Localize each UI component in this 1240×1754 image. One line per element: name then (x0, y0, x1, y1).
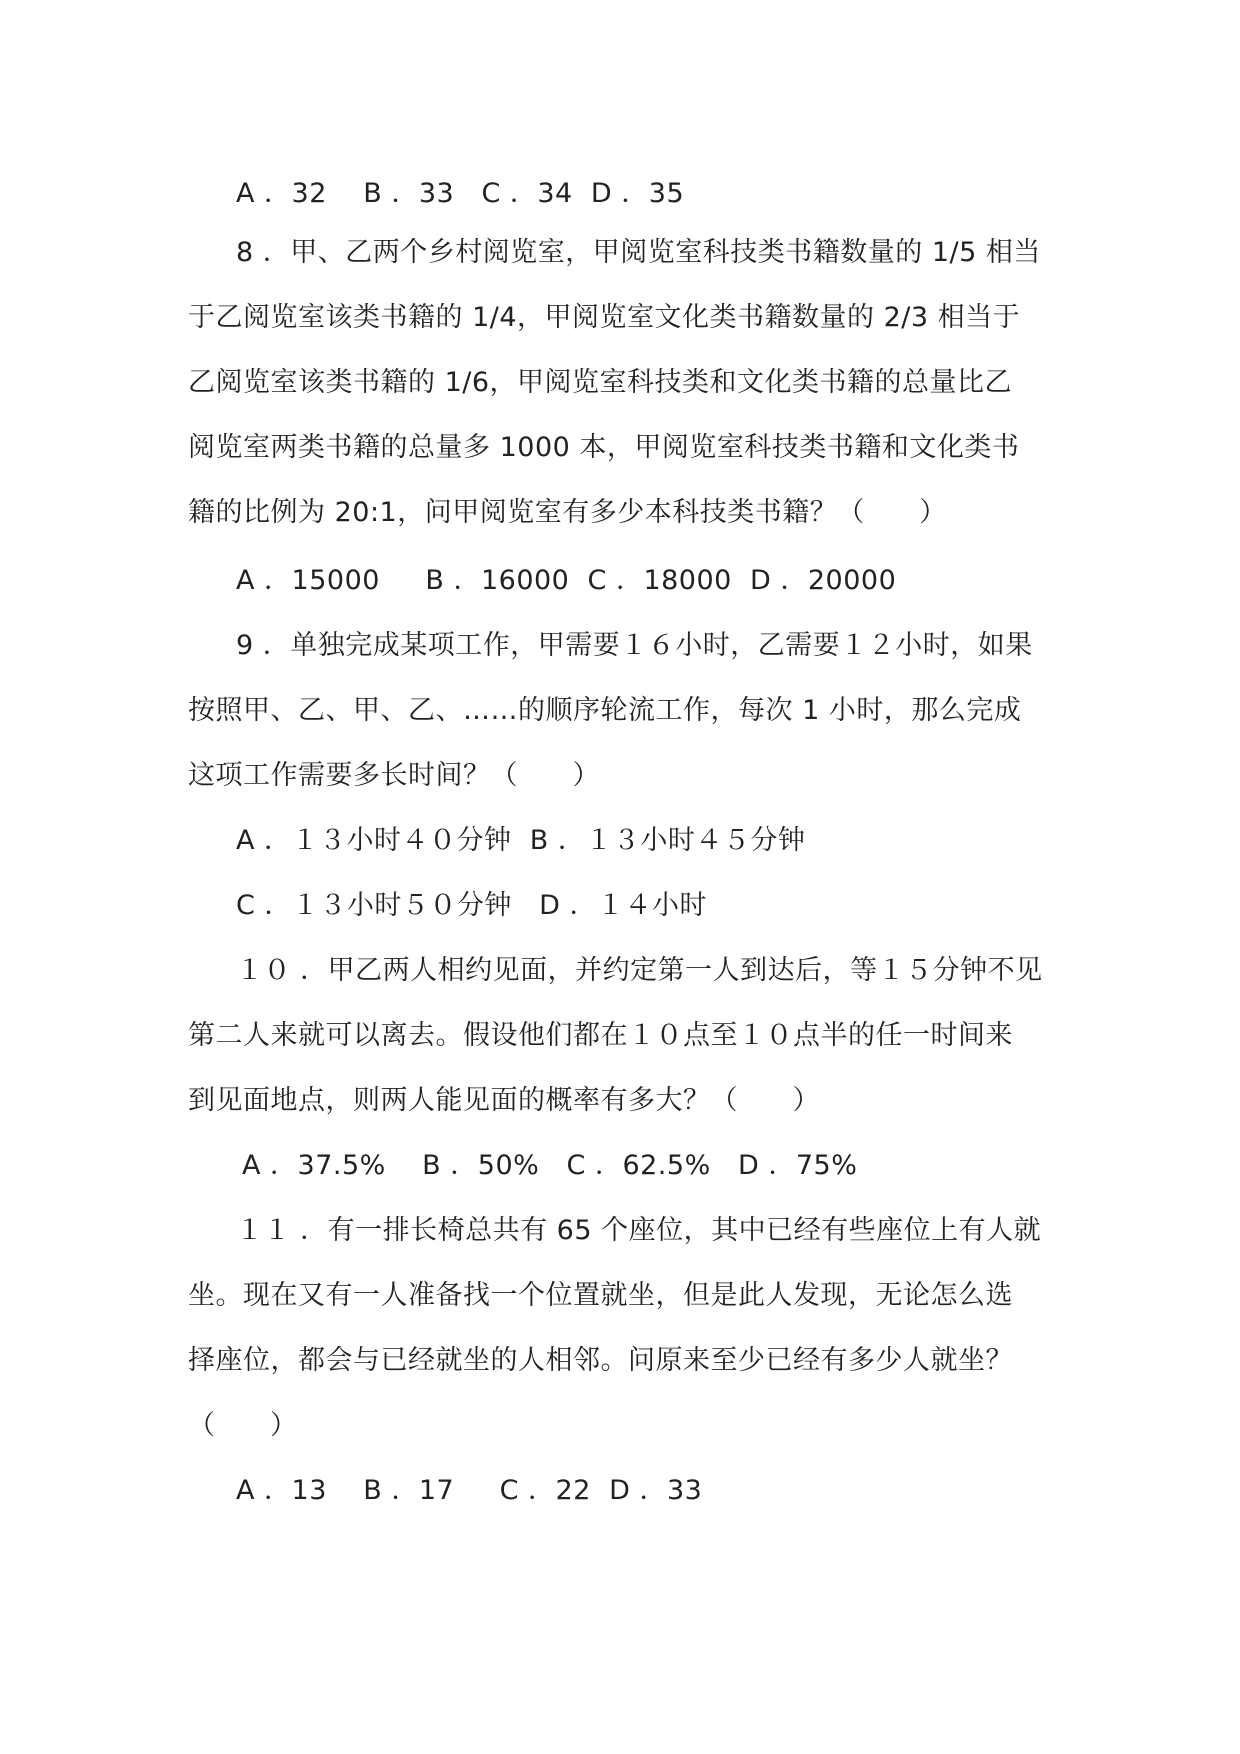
q9-text-line-1: 9 ．单独完成某项工作，甲需要１６小时，乙需要１２小时，如果 (236, 630, 1033, 661)
q11-text-line-3: 择座位，都会与已经就坐的人相邻。问原来至少已经有多少人就坐？ (188, 1345, 1013, 1376)
q9-text-line-3: 这项工作需要多长时间？（ ） (188, 760, 600, 791)
q10-text-line-1: １０ ．甲乙两人相约见面，并约定第一人到达后，等１５分钟不见 (236, 955, 1043, 986)
q8-text-line-4: 阅览室两类书籍的总量多 1000 本，甲阅览室科技类书籍和文化类书 (188, 432, 1020, 463)
q10-text-line-2: 第二人来就可以离去。假设他们都在１０点至１０点半的任一时间来 (188, 1020, 1013, 1051)
q9-options-line-2: C ．１３小时５０分钟 D ．１４小时 (236, 890, 708, 921)
q11-text-line-2: 坐。现在又有一人准备找一个位置就坐，但是此人发现，无论怎么选 (188, 1280, 1013, 1311)
q8-text-line-3: 乙阅览室该类书籍的 1/6，甲阅览室科技类和文化类书籍的总量比乙 (188, 367, 1013, 398)
q8-options: A ．15000 B ．16000 C ．18000 D ．20000 (236, 565, 897, 596)
q11-options: A ．13 B ．17 C ．22 D ．33 (236, 1475, 703, 1506)
q8-text-line-1: 8 ．甲、乙两个乡村阅览室，甲阅览室科技类书籍数量的 1/5 相当 (236, 237, 1041, 268)
q11-answer-parentheses: （ ） (188, 1410, 298, 1441)
q10-options: A ．37.5% B ．50% C ．62.5% D ．75% (242, 1150, 858, 1181)
q8-text-line-2: 于乙阅览室该类书籍的 1/4，甲阅览室文化类书籍数量的 2/3 相当于 (188, 302, 1021, 333)
q8-text-line-5: 籍的比例为 20:1，问甲阅览室有多少本科技类书籍？（ ） (188, 497, 947, 528)
q9-text-line-2: 按照甲、乙、甲、乙、……的顺序轮流工作，每次 1 小时，那么完成 (188, 695, 1022, 726)
q11-text-line-1: １１ ．有一排长椅总共有 65 个座位，其中已经有些座位上有人就 (236, 1215, 1042, 1246)
q7-options: A ．32 B ．33 C ．34 D ．35 (236, 178, 685, 209)
q10-text-line-3: 到见面地点，则两人能见面的概率有多大？（ ） (188, 1085, 820, 1116)
q9-options-line-1: A ．１３小时４０分钟 B ．１３小时４５分钟 (236, 825, 806, 856)
